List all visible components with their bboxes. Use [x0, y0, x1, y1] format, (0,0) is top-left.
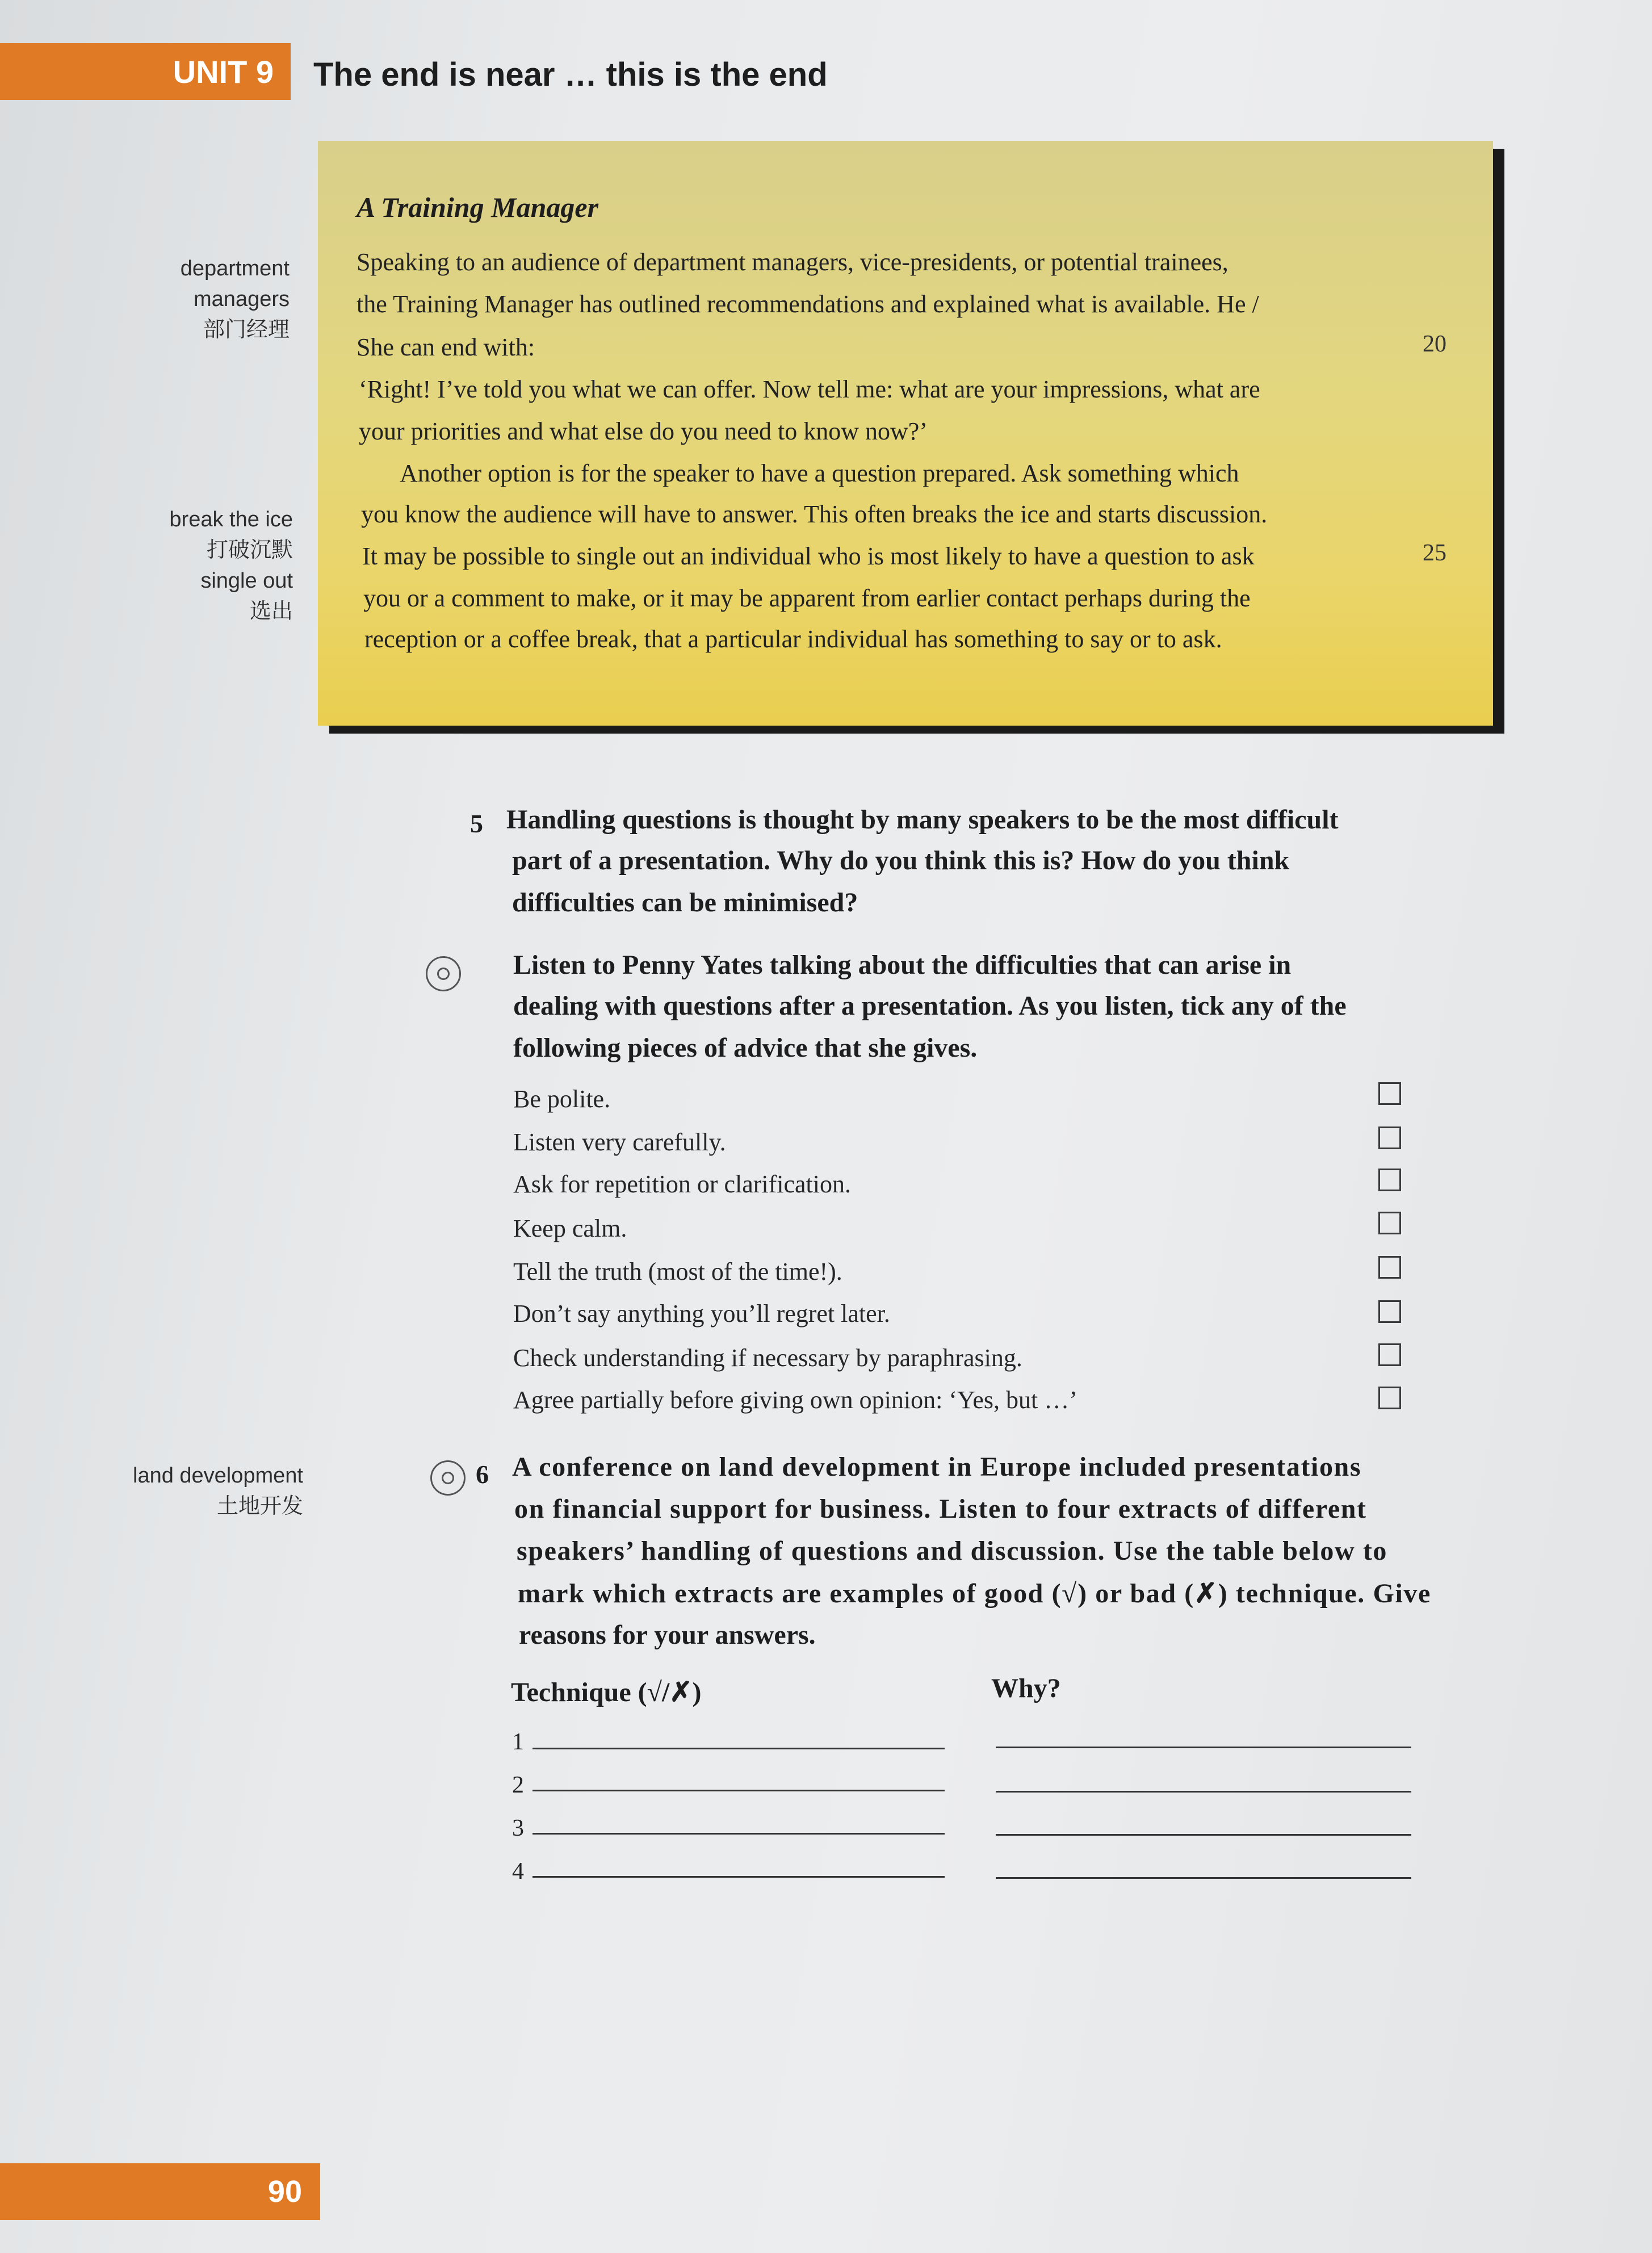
margin-note-en: land development — [133, 1464, 303, 1488]
advice-checkbox[interactable] — [1378, 1387, 1401, 1409]
answer-line-why[interactable] — [996, 1791, 1411, 1793]
margin-note-single-out — [119, 566, 293, 627]
advice-item: Agree partially before giving own opinion: ‘Yes, but …’ — [513, 1386, 1077, 1414]
margin-note-zh: 部门经理 — [203, 318, 290, 342]
answer-line-technique[interactable] — [533, 1833, 945, 1835]
advice-item: Listen very carefully. — [513, 1128, 726, 1156]
advice-item: Keep calm. — [513, 1215, 627, 1242]
passage-heading: A Training Manager — [357, 191, 599, 223]
advice-item: Ask for repetition or clarification. — [513, 1170, 852, 1198]
table-header-technique: Technique (√/✗) — [511, 1677, 702, 1707]
margin-note-en: managers — [194, 287, 290, 311]
passage-line: Speaking to an audience of department managers, vice-presidents, or potential trainees, — [357, 248, 1228, 276]
answer-line-technique[interactable] — [533, 1748, 945, 1749]
question6-line: reasons for your answers. — [519, 1620, 816, 1650]
advice-item: Don’t say anything you’ll regret later. — [513, 1300, 890, 1327]
table-row-number: 3 — [512, 1815, 524, 1841]
advice-checkbox[interactable] — [1378, 1169, 1401, 1191]
margin-note-land-development — [91, 1460, 303, 1522]
page-number: 90 — [0, 2163, 320, 2220]
advice-checkbox[interactable] — [1378, 1256, 1401, 1279]
audio-disc-icon[interactable] — [430, 1460, 466, 1496]
passage-line: you or a comment to make, or it may be apparent from earlier contact perhaps during the — [363, 584, 1251, 612]
answer-line-technique[interactable] — [533, 1790, 945, 1791]
margin-note-zh: 打破沉默 — [206, 538, 293, 562]
question6-line: A conference on land development in Europe included presentations — [512, 1452, 1362, 1482]
table-row-number: 2 — [512, 1772, 524, 1798]
passage-line: the Training Manager has outlined recommendations and explained what is available. He / — [357, 290, 1259, 318]
advice-item: Be polite. — [513, 1085, 611, 1113]
margin-note-en: department — [180, 257, 290, 280]
advice-item: Tell the truth (most of the time!). — [513, 1258, 842, 1285]
advice-checkbox[interactable] — [1378, 1300, 1401, 1323]
table-row-number: 4 — [512, 1858, 524, 1885]
passage-line: She can end with: — [357, 333, 535, 361]
unit-label: UNIT 9 — [0, 43, 291, 100]
passage-line: reception or a coffee break, that a particular individual has something to say or to ask. — [364, 625, 1222, 653]
passage-line: you know the audience will have to answer. This often breaks the ice and starts discussion. — [361, 500, 1268, 528]
margin-note-en: single out — [200, 569, 293, 593]
listening-instruction-line: Listen to Penny Yates talking about the difficulties that can arise in — [513, 950, 1292, 980]
advice-checkbox[interactable] — [1378, 1343, 1401, 1366]
advice-checkbox[interactable] — [1378, 1126, 1401, 1149]
question5-line: part of a presentation. Why do you think this is? How do you think — [512, 845, 1290, 876]
table-row-number: 1 — [512, 1729, 524, 1755]
advice-checkbox[interactable] — [1378, 1082, 1401, 1105]
advice-checkbox[interactable] — [1378, 1212, 1401, 1234]
question6-line: speakers’ handling of questions and discussion. Use the table below to — [517, 1536, 1388, 1566]
advice-item: Check understanding if necessary by paraphrasing. — [513, 1344, 1022, 1372]
passage-line-number: 25 — [1423, 540, 1446, 566]
question5-line: difficulties can be minimised? — [512, 887, 858, 918]
passage-line: your priorities and what else do you need to know now?’ — [359, 417, 928, 445]
question-number: 5 — [470, 809, 483, 838]
margin-note-department-managers — [119, 253, 290, 345]
table-header-why: Why? — [991, 1673, 1061, 1703]
listening-instruction-line: dealing with questions after a presentation. As you listen, tick any of the — [513, 991, 1347, 1021]
question6-line: on financial support for business. Listen to four extracts of different — [514, 1494, 1367, 1524]
passage-line-number: 20 — [1423, 331, 1446, 357]
question6-line: mark which extracts are examples of good (√) or bad (✗) technique. Give — [518, 1578, 1431, 1609]
answer-line-why[interactable] — [996, 1834, 1411, 1836]
answer-line-technique[interactable] — [533, 1876, 945, 1878]
question5-line: Handling questions is thought by many speakers to be the most difficult — [506, 805, 1339, 835]
answer-line-why[interactable] — [996, 1877, 1411, 1879]
unit-title: The end is near … this is the end — [313, 56, 828, 93]
margin-note-en: break the ice — [169, 508, 293, 531]
passage-line: Another option is for the speaker to have a question prepared. Ask something which — [400, 459, 1239, 487]
margin-note-zh: 选出 — [249, 600, 293, 623]
answer-line-why[interactable] — [996, 1747, 1411, 1748]
listening-instruction-line: following pieces of advice that she gives. — [513, 1033, 978, 1063]
passage-line: It may be possible to single out an individual who is most likely to have a question to ask — [362, 542, 1255, 570]
margin-note-break-the-ice — [119, 504, 293, 566]
audio-disc-icon[interactable] — [426, 956, 461, 991]
margin-note-zh: 土地开发 — [216, 1494, 303, 1518]
question-number: 6 — [476, 1460, 489, 1489]
passage-line: ‘Right! I’ve told you what we can offer. Now tell me: what are your impressions, what are — [359, 375, 1260, 403]
